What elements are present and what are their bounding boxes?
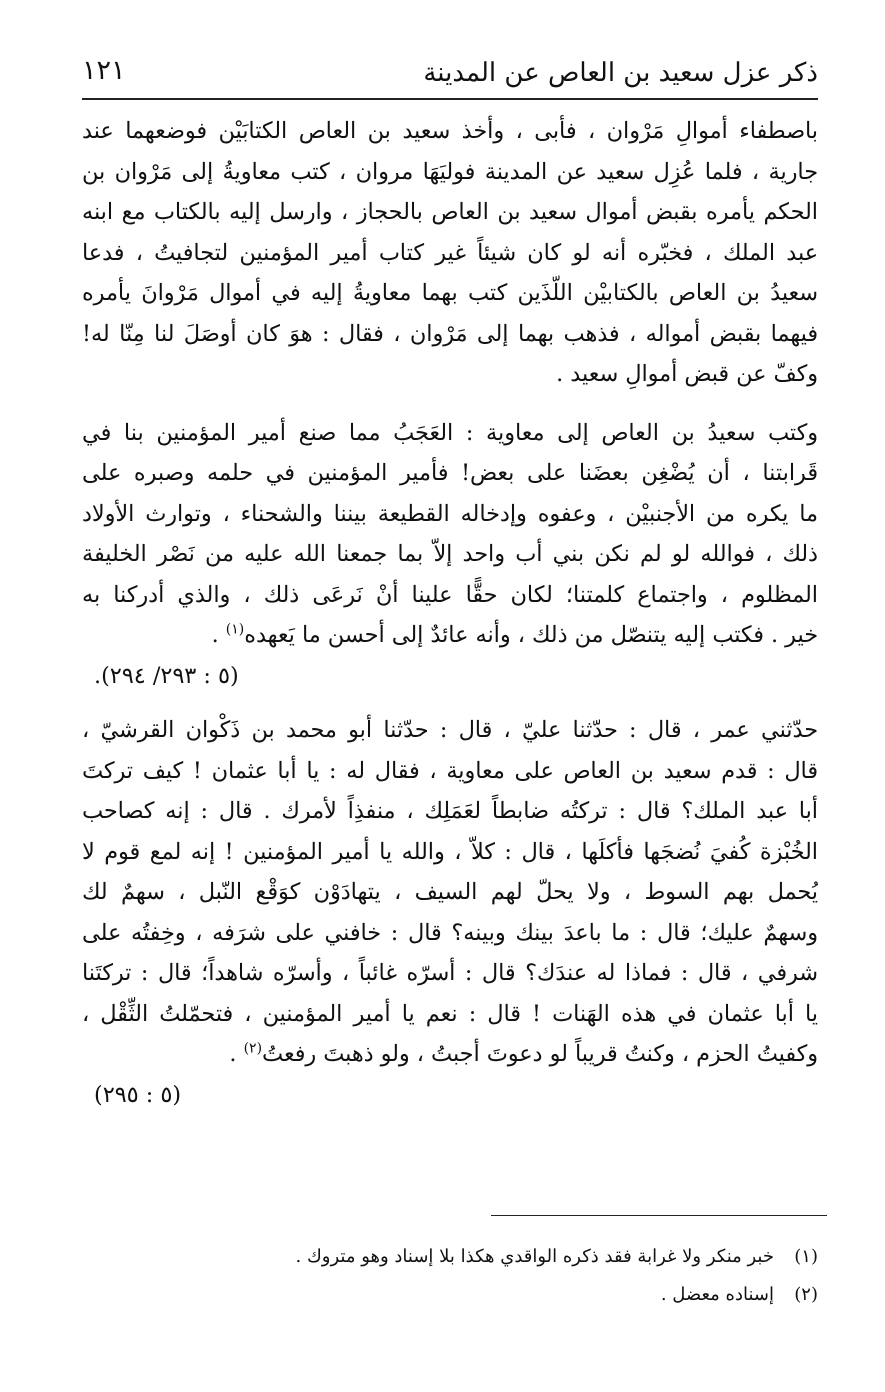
footnote-1	[82, 1238, 818, 1276]
text-line: شرفي ، قال : فماذا له عندَك؟ قال : أسرّه غائباً ، وأسرّه شاهداً؛ قال : تركتَنا	[82, 960, 818, 986]
text-line: وكفّ عن قبض أموالِ سعيد .	[556, 361, 818, 387]
footnote-rule	[491, 1215, 827, 1216]
text-line: المظلوم ، واجتماع كلمتنا؛ لكان حقًّا علينا أنْ نَرعَى ذلك ، والذي أدركنا به	[82, 581, 818, 608]
sentence-end: .	[229, 1041, 244, 1067]
text-line: جارية ، فلما عُزِل سعيد عن المدينة فوليَهَا مروان ، كتب معاويةُ إلى مَرْوان بن	[82, 158, 818, 185]
main-text	[82, 111, 818, 1115]
header-rule	[82, 98, 818, 100]
text-line: وسهمٌ عليك؛ قال : ما باعدَ بينك وبينه؟ قال : خافني على شرَفه ، وخِفتُه على	[82, 919, 818, 946]
text-line: الخُبْزة كُفيَ نُضجَها فأكلَها ، قال : كلاّ ، والله يا أمير المؤمنين ! إنه لمع قوم لا	[82, 838, 818, 865]
text-line: خير . فكتب إليه يتنصّل من ذلك ، وأنه عائدٌ إلى أحسن ما يَعهده	[244, 622, 818, 648]
text-line: ما يكره من الأجنبيْن ، وعفوه وإدخاله القطيعة بيننا والشحناء ، وتوارث الأولاد	[82, 500, 818, 527]
footnote-marker-1[interactable]: (١)	[225, 621, 245, 638]
text-line: أبا عبد الملك؟ قال : تركتُه ضابطاً لعَمَلِك ، منفذِاً لأمرك . قال : إنه كصاحب	[82, 798, 818, 824]
paragraph-gap	[82, 395, 818, 413]
running-header	[82, 52, 818, 92]
text-line-with-note	[82, 1034, 818, 1075]
text-line: حدّثني عمر ، قال : حدّثنا عليّ ، قال : حدّثنا أبو محمد بن ذَكْوان القرشيّ ،	[82, 717, 818, 743]
footnote-text: خبر منكر ولا غرابة فقد ذكره الواقدي هكذا بلا إسناد وهو متروك .	[295, 1246, 774, 1267]
text-line: وكتب سعيدُ بن العاص إلى معاوية : العَجَبُ مما صنع أمير المؤمنين بنا في	[82, 419, 818, 446]
footnotes	[82, 1238, 818, 1314]
text-line: سعيدُ بن العاص بالكتابيْن اللّذَين كتب بهما معاويةُ إليه في أموال مَرْوانَ يأمره	[82, 280, 818, 306]
text-line: ذلك ، فوالله لو لم نكن بني أب واحد إلاّ بما جمعنا الله عليه من نَصْر الخليفة	[82, 541, 818, 567]
text-line-with-note	[82, 615, 818, 656]
paragraph-2	[82, 413, 818, 656]
text-line: وكفيتُ الحزم ، وكنتُ قريباً لو دعوتَ أجبتُ ، ولو ذهبتَ رفعتُ	[262, 1041, 818, 1067]
text-line: يُحمل بهم السوط ، ولا يحلّ لهم السيف ، يتهادَوْن كوَقْع النّبل ، سهمٌ لك	[82, 879, 818, 905]
text-line: قال : قدم سعيد بن العاص على معاوية ، فقال له : يا أبا عثمان ! كيف تركتَ	[82, 757, 818, 784]
footnote-2	[82, 1276, 818, 1314]
paragraph-gap	[82, 696, 818, 710]
paragraph-1	[82, 111, 818, 395]
source-reference-2: (٥ : ٢٩٥)	[94, 1081, 182, 1108]
text-line: الحكم يأمره بقبض أموال سعيد بن العاص بالحجاز ، وارسل إليه بالكتاب مع ابنه	[82, 199, 818, 225]
text-line: فيهما بقبض أمواله ، فذهب بهما إلى مَرْوان ، فقال : هوَ كان أوصَلَ لنا مِنّا له!	[82, 320, 818, 347]
footnote-number: (١)	[794, 1246, 818, 1267]
text-line: عبد الملك ، فخبّره أنه لو كان شيئاً غير كتاب أمير المؤمنين لتجافيتُ ، فدعا	[82, 239, 818, 266]
paragraph-3	[82, 710, 818, 1075]
text-line: قَرابتنا ، أن يُضْغِن بعضَنا على بعض! فأمير المؤمنين في حلمه وصبره على	[82, 460, 818, 486]
page-number: ١٢١	[82, 55, 126, 86]
footnote-marker-2[interactable]: (٢)	[243, 1040, 263, 1057]
sentence-end: .	[211, 622, 226, 648]
text-line: باصطفاء أموالِ مَرْوان ، فأبى ، وأخذ سعيد بن العاص الكتابَيْن فوضعهما عند	[82, 118, 818, 144]
source-reference-1: (٥ : ٢٩٣/ ٢٩٤).	[94, 662, 239, 689]
running-title: ذكر عزل سعيد بن العاص عن المدينة	[423, 58, 818, 88]
footnote-number: (٢)	[794, 1284, 818, 1305]
text-line: يا أبا عثمان في هذه الهَنات ! قال : نعم يا أمير المؤمنين ، فتحمّلتُ الثِّقْل ،	[82, 1000, 818, 1027]
footnote-text: إسناده معضل .	[660, 1284, 774, 1305]
